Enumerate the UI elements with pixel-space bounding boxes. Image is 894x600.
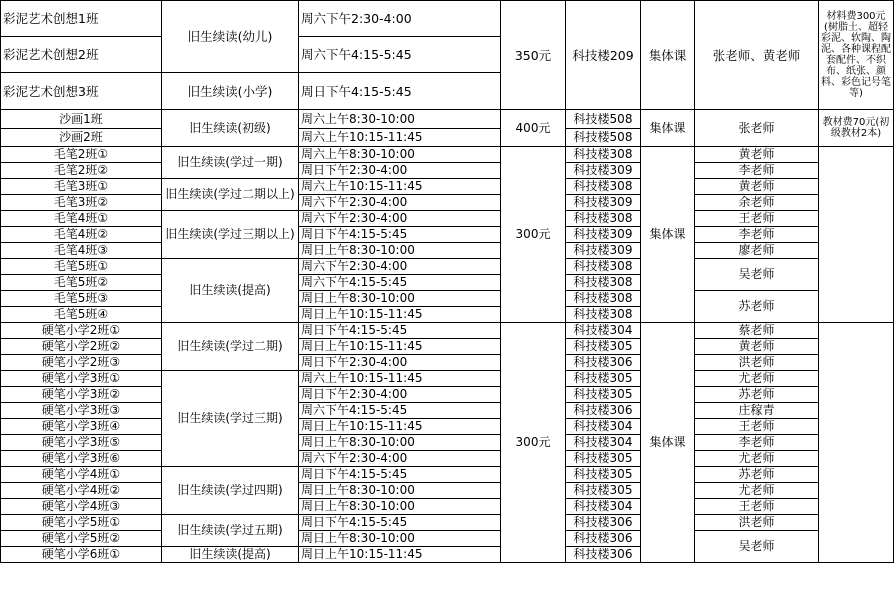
time-cell: 周六下午4:15-5:45 [299, 403, 501, 419]
teacher-cell: 张老师 [695, 110, 819, 147]
table-row [1, 435, 894, 451]
teacher-cell: 王老师 [695, 499, 819, 515]
time-cell: 周日上午8:30-10:00 [299, 531, 501, 547]
class-name: 毛笔2班① [1, 147, 162, 163]
time-cell: 周六下午2:30-4:00 [299, 451, 501, 467]
table-row [1, 531, 894, 547]
type-cell: 集体课 [641, 323, 695, 563]
time-cell: 周日下午4:15-5:45 [299, 515, 501, 531]
class-name: 硬笔小学5班① [1, 515, 162, 531]
teacher-cell: 黄老师 [695, 339, 819, 355]
teacher-cell: 李老师 [695, 227, 819, 243]
class-name: 硬笔小学6班① [1, 547, 162, 563]
class-name: 硬笔小学4班① [1, 467, 162, 483]
table-row [1, 243, 894, 259]
class-name: 毛笔4班① [1, 211, 162, 227]
teacher-cell: 廖老师 [695, 243, 819, 259]
teacher-cell: 李老师 [695, 435, 819, 451]
room-cell: 科技楼305 [566, 483, 641, 499]
time-cell: 周六上午10:15-11:45 [299, 129, 501, 147]
level-cell: 旧生续读(学过四期) [162, 467, 299, 515]
room-cell: 科技楼306 [566, 547, 641, 563]
class-name: 毛笔5班② [1, 275, 162, 291]
teacher-cell: 王老师 [695, 211, 819, 227]
room-cell: 科技楼508 [566, 110, 641, 129]
table-row [1, 147, 894, 163]
table-row [1, 291, 894, 307]
room-cell: 科技楼304 [566, 499, 641, 515]
time-cell: 周六下午2:30-4:00 [299, 211, 501, 227]
table-row [1, 339, 894, 355]
room-cell: 科技楼308 [566, 307, 641, 323]
teacher-cell: 张老师、黄老师 [695, 1, 819, 110]
fee-note-cell [819, 147, 894, 323]
table-row [1, 467, 894, 483]
room-cell: 科技楼305 [566, 387, 641, 403]
teacher-cell: 王老师 [695, 419, 819, 435]
class-name: 硬笔小学3班④ [1, 419, 162, 435]
table-row [1, 355, 894, 371]
fee-note-cell: 教材费70元(初级教材2本) [819, 110, 894, 147]
table-row [1, 1, 894, 37]
class-name: 硬笔小学4班③ [1, 499, 162, 515]
table-row [1, 371, 894, 387]
level-cell: 旧生续读(学过一期) [162, 147, 299, 179]
room-cell: 科技楼306 [566, 515, 641, 531]
class-name: 毛笔3班① [1, 179, 162, 195]
room-cell: 科技楼209 [566, 1, 641, 110]
class-name: 硬笔小学2班② [1, 339, 162, 355]
level-cell: 旧生续读(学过五期) [162, 515, 299, 547]
time-cell: 周日上午8:30-10:00 [299, 499, 501, 515]
time-cell: 周日下午2:30-4:00 [299, 163, 501, 179]
time-cell: 周日上午8:30-10:00 [299, 291, 501, 307]
time-cell: 周六上午8:30-10:00 [299, 110, 501, 129]
time-cell: 周日下午4:15-5:45 [299, 73, 501, 110]
class-name: 彩泥艺术创想2班 [1, 37, 162, 73]
room-cell: 科技楼309 [566, 243, 641, 259]
teacher-cell: 尤老师 [695, 371, 819, 387]
level-cell: 旧生续读(初级) [162, 110, 299, 147]
class-name: 毛笔5班④ [1, 307, 162, 323]
time-cell: 周日上午10:15-11:45 [299, 307, 501, 323]
price-cell: 400元 [501, 110, 566, 147]
price-cell: 300元 [501, 323, 566, 563]
class-name: 硬笔小学5班② [1, 531, 162, 547]
room-cell: 科技楼305 [566, 451, 641, 467]
table-row [1, 387, 894, 403]
class-name: 硬笔小学2班① [1, 323, 162, 339]
table-row [1, 259, 894, 275]
room-cell: 科技楼304 [566, 435, 641, 451]
time-cell: 周日下午4:15-5:45 [299, 227, 501, 243]
type-cell: 集体课 [641, 1, 695, 110]
room-cell: 科技楼306 [566, 403, 641, 419]
room-cell: 科技楼306 [566, 355, 641, 371]
room-cell: 科技楼308 [566, 275, 641, 291]
time-cell: 周日上午8:30-10:00 [299, 435, 501, 451]
time-cell: 周六下午2:30-4:00 [299, 1, 501, 37]
table-row [1, 403, 894, 419]
table-row [1, 323, 894, 339]
room-cell: 科技楼309 [566, 163, 641, 179]
type-cell: 集体课 [641, 147, 695, 323]
level-cell: 旧生续读(学过三期) [162, 371, 299, 467]
teacher-cell: 吴老师 [695, 531, 819, 563]
price-cell: 350元 [501, 1, 566, 110]
level-cell: 旧生续读(学过二期以上) [162, 179, 299, 211]
class-name: 硬笔小学3班② [1, 387, 162, 403]
time-cell: 周日上午8:30-10:00 [299, 483, 501, 499]
time-cell: 周日上午10:15-11:45 [299, 547, 501, 563]
class-name: 毛笔5班① [1, 259, 162, 275]
room-cell: 科技楼306 [566, 531, 641, 547]
time-cell: 周日上午10:15-11:45 [299, 419, 501, 435]
class-name: 硬笔小学4班② [1, 483, 162, 499]
level-cell: 旧生续读(提高) [162, 547, 299, 563]
table-row [1, 179, 894, 195]
class-name: 沙画2班 [1, 129, 162, 147]
teacher-cell: 李老师 [695, 163, 819, 179]
fee-note-cell [819, 323, 894, 563]
time-cell: 周六上午10:15-11:45 [299, 179, 501, 195]
class-name: 硬笔小学3班⑤ [1, 435, 162, 451]
teacher-cell: 尤老师 [695, 451, 819, 467]
teacher-cell: 吴老师 [695, 259, 819, 291]
class-name: 毛笔2班② [1, 163, 162, 179]
teacher-cell: 洪老师 [695, 355, 819, 371]
class-name: 毛笔5班③ [1, 291, 162, 307]
table-row [1, 499, 894, 515]
teacher-cell: 洪老师 [695, 515, 819, 531]
time-cell: 周日下午4:15-5:45 [299, 467, 501, 483]
teacher-cell: 苏老师 [695, 291, 819, 323]
time-cell: 周日下午2:30-4:00 [299, 355, 501, 371]
teacher-cell: 蔡老师 [695, 323, 819, 339]
class-name: 硬笔小学2班③ [1, 355, 162, 371]
price-cell: 300元 [501, 147, 566, 323]
teacher-cell: 尤老师 [695, 483, 819, 499]
time-cell: 周日下午2:30-4:00 [299, 387, 501, 403]
time-cell: 周六上午8:30-10:00 [299, 147, 501, 163]
room-cell: 科技楼304 [566, 323, 641, 339]
level-cell: 旧生续读(提高) [162, 259, 299, 323]
type-cell: 集体课 [641, 110, 695, 147]
teacher-cell: 苏老师 [695, 387, 819, 403]
teacher-cell: 黄老师 [695, 147, 819, 163]
class-name: 彩泥艺术创想1班 [1, 1, 162, 37]
class-name: 硬笔小学3班① [1, 371, 162, 387]
table-row [1, 451, 894, 467]
table-row [1, 515, 894, 531]
teacher-cell: 庄稼青 [695, 403, 819, 419]
time-cell: 周日下午4:15-5:45 [299, 323, 501, 339]
level-cell: 旧生续读(学过三期以上) [162, 211, 299, 259]
level-cell: 旧生续读(学过二期) [162, 323, 299, 371]
time-cell: 周六下午4:15-5:45 [299, 275, 501, 291]
time-cell: 周六下午4:15-5:45 [299, 37, 501, 73]
fee-note-cell: 材料费300元(树脂土、超轻彩泥、软陶、陶泥、各种课程配套配件、不织布、纸张、颜料、彩色记号笔等) [819, 1, 894, 110]
class-name: 硬笔小学3班⑥ [1, 451, 162, 467]
room-cell: 科技楼308 [566, 259, 641, 275]
room-cell: 科技楼305 [566, 339, 641, 355]
time-cell: 周六上午10:15-11:45 [299, 371, 501, 387]
table-row [1, 419, 894, 435]
class-name: 毛笔4班③ [1, 243, 162, 259]
table-row [1, 483, 894, 499]
table-row [1, 163, 894, 179]
time-cell: 周六下午2:30-4:00 [299, 259, 501, 275]
level-cell: 旧生续读(小学) [162, 73, 299, 110]
table-row [1, 110, 894, 129]
class-name: 毛笔4班② [1, 227, 162, 243]
time-cell: 周日上午10:15-11:45 [299, 339, 501, 355]
level-cell: 旧生续读(幼儿) [162, 1, 299, 73]
class-name: 彩泥艺术创想3班 [1, 73, 162, 110]
time-cell: 周六下午2:30-4:00 [299, 195, 501, 211]
teacher-cell: 苏老师 [695, 467, 819, 483]
class-name: 毛笔3班② [1, 195, 162, 211]
room-cell: 科技楼305 [566, 467, 641, 483]
room-cell: 科技楼305 [566, 371, 641, 387]
room-cell: 科技楼308 [566, 211, 641, 227]
room-cell: 科技楼508 [566, 129, 641, 147]
table-row [1, 227, 894, 243]
room-cell: 科技楼309 [566, 195, 641, 211]
room-cell: 科技楼308 [566, 291, 641, 307]
class-name: 硬笔小学3班③ [1, 403, 162, 419]
table-row [1, 195, 894, 211]
room-cell: 科技楼308 [566, 147, 641, 163]
class-name: 沙画1班 [1, 110, 162, 129]
table-row [1, 211, 894, 227]
room-cell: 科技楼308 [566, 179, 641, 195]
time-cell: 周日上午8:30-10:00 [299, 243, 501, 259]
teacher-cell: 黄老师 [695, 179, 819, 195]
room-cell: 科技楼304 [566, 419, 641, 435]
room-cell: 科技楼309 [566, 227, 641, 243]
teacher-cell: 余老师 [695, 195, 819, 211]
